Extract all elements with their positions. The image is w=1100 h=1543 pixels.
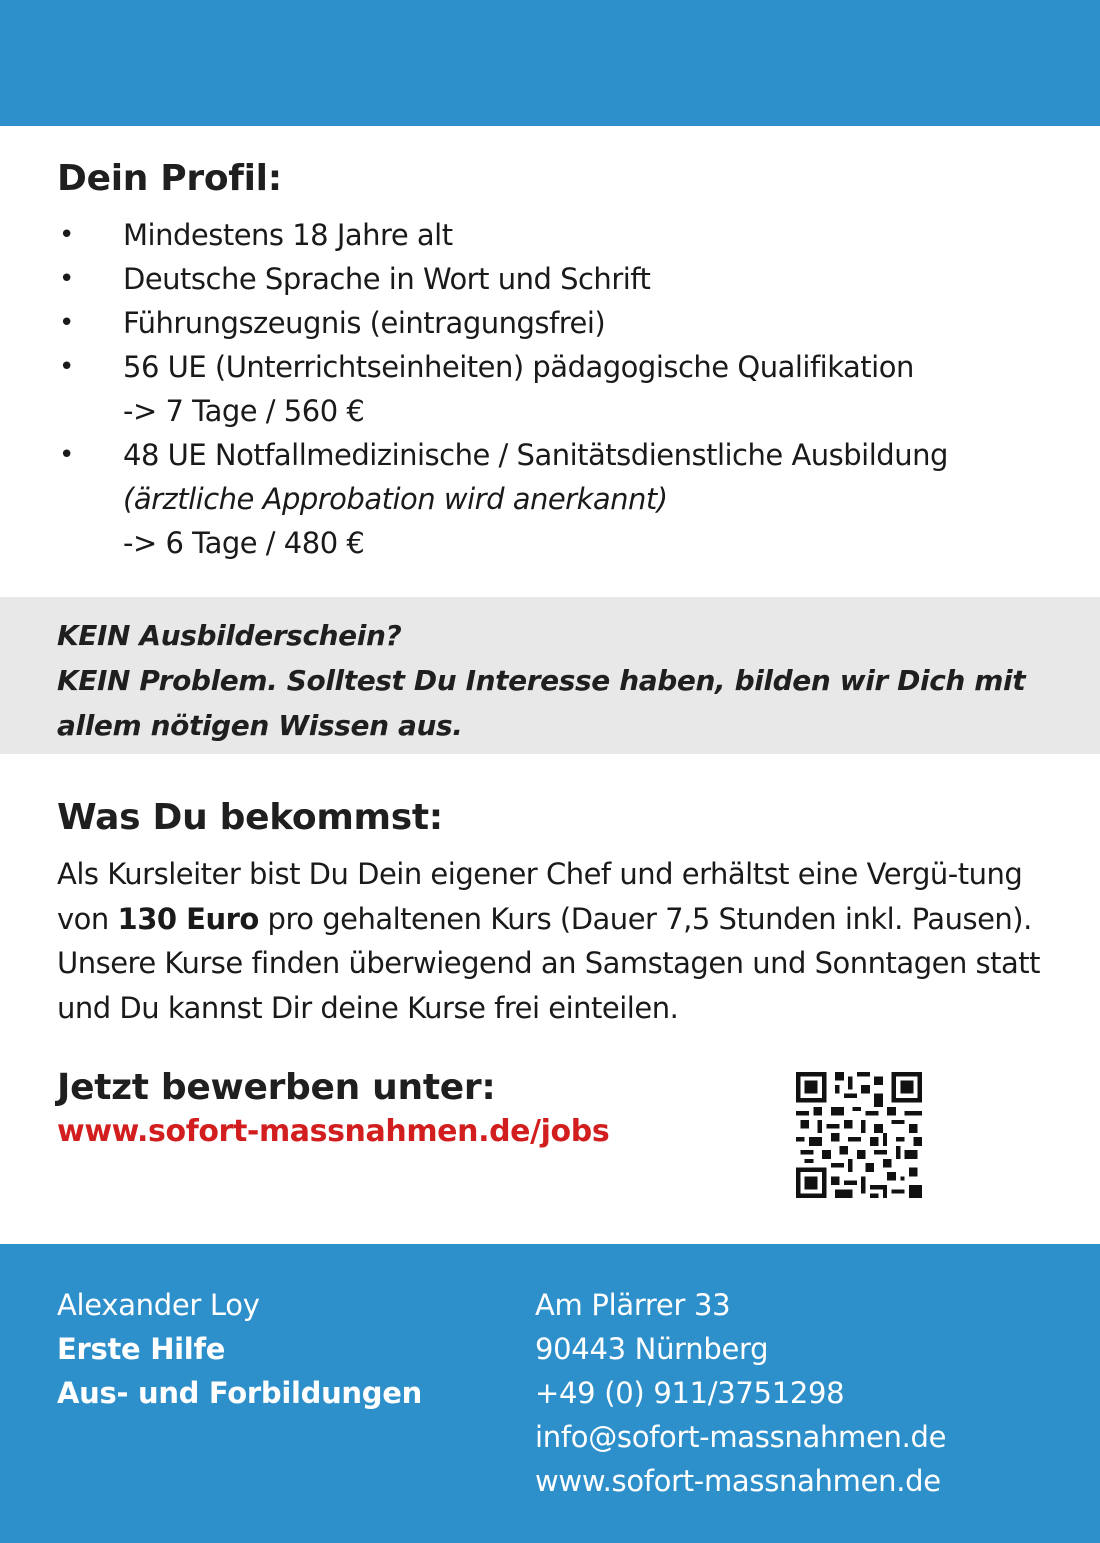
bullet-icon: • <box>59 308 74 338</box>
list-item-duration: -> 6 Tage / 480 € <box>123 526 365 560</box>
benefits-amount: 130 Euro <box>117 901 259 936</box>
benefits-heading: Was Du bekommst: <box>57 797 443 838</box>
benefits-paragraph <box>57 852 1060 1030</box>
top-banner <box>0 0 1100 126</box>
service-line-2: Aus- und Forbildungen <box>57 1376 422 1410</box>
profile-list <box>57 213 1060 565</box>
list-item <box>57 345 1060 433</box>
benefits-text-before: Als Kursleiter bist Du Dein eigener Chef und erhältst eine Vergü-tung von <box>57 857 1023 936</box>
bullet-icon: • <box>59 440 74 470</box>
phone-number[interactable]: +49 (0) 911/3751298 <box>535 1376 845 1410</box>
city-address: 90443 Nürnberg <box>535 1332 769 1366</box>
contact-name: Alexander Loy <box>57 1288 260 1322</box>
list-item-note: (ärztliche Approbation wird anerkannt) <box>123 482 668 516</box>
list-item <box>57 213 1060 257</box>
info-line-3: allem nötigen Wissen aus. <box>57 709 463 742</box>
footer-left-column <box>57 1283 422 1415</box>
list-item-text: Mindestens 18 Jahre alt <box>123 218 453 252</box>
bullet-icon: • <box>59 352 74 382</box>
info-line-1: KEIN Ausbilderschein? <box>57 619 402 652</box>
jobs-link[interactable]: www.sofort-massnahmen.de/jobs <box>57 1114 610 1149</box>
list-item-text: Führungszeugnis (eintragungsfrei) <box>123 306 606 340</box>
email-link[interactable]: info@sofort-massnahmen.de <box>535 1420 947 1454</box>
street-address: Am Plärrer 33 <box>535 1288 731 1322</box>
qr-code-icon[interactable] <box>796 1072 922 1198</box>
benefits-section <box>57 797 1060 1030</box>
bullet-icon: • <box>59 264 74 294</box>
profile-heading: Dein Profil: <box>57 158 282 199</box>
list-item <box>57 433 1060 565</box>
list-item-text: 56 UE (Unterrichtseinheiten) pädagogische Qualifikation <box>123 350 914 384</box>
website-link[interactable]: www.sofort-massnahmen.de <box>535 1464 941 1498</box>
contact-footer <box>0 1244 1100 1543</box>
list-item-duration: -> 7 Tage / 560 € <box>123 394 365 428</box>
list-item-text: Deutsche Sprache in Wort und Schrift <box>123 262 651 296</box>
profile-section <box>57 158 1060 565</box>
footer-right-column <box>535 1283 946 1503</box>
benefits-text-after: pro gehaltenen Kurs (Dauer 7,5 Stunden inkl. Pausen). Unsere Kurse finden überwiegend an Samstagen und Sonntagen statt und Du kannst Dir deine Kurse frei einteilen. <box>57 901 1041 1025</box>
info-line-2: KEIN Problem. Solltest Du Interesse haben, bilden wir Dich mit <box>57 664 1026 697</box>
list-item <box>57 257 1060 301</box>
list-item <box>57 301 1060 345</box>
list-item-text: 48 UE Notfallmedizinische / Sanitätsdienstliche Ausbildung <box>123 438 948 472</box>
service-line-1: Erste Hilfe <box>57 1332 226 1366</box>
bullet-icon: • <box>59 220 74 250</box>
info-text <box>57 613 1060 748</box>
apply-heading: Jetzt bewerben unter: <box>57 1067 496 1108</box>
